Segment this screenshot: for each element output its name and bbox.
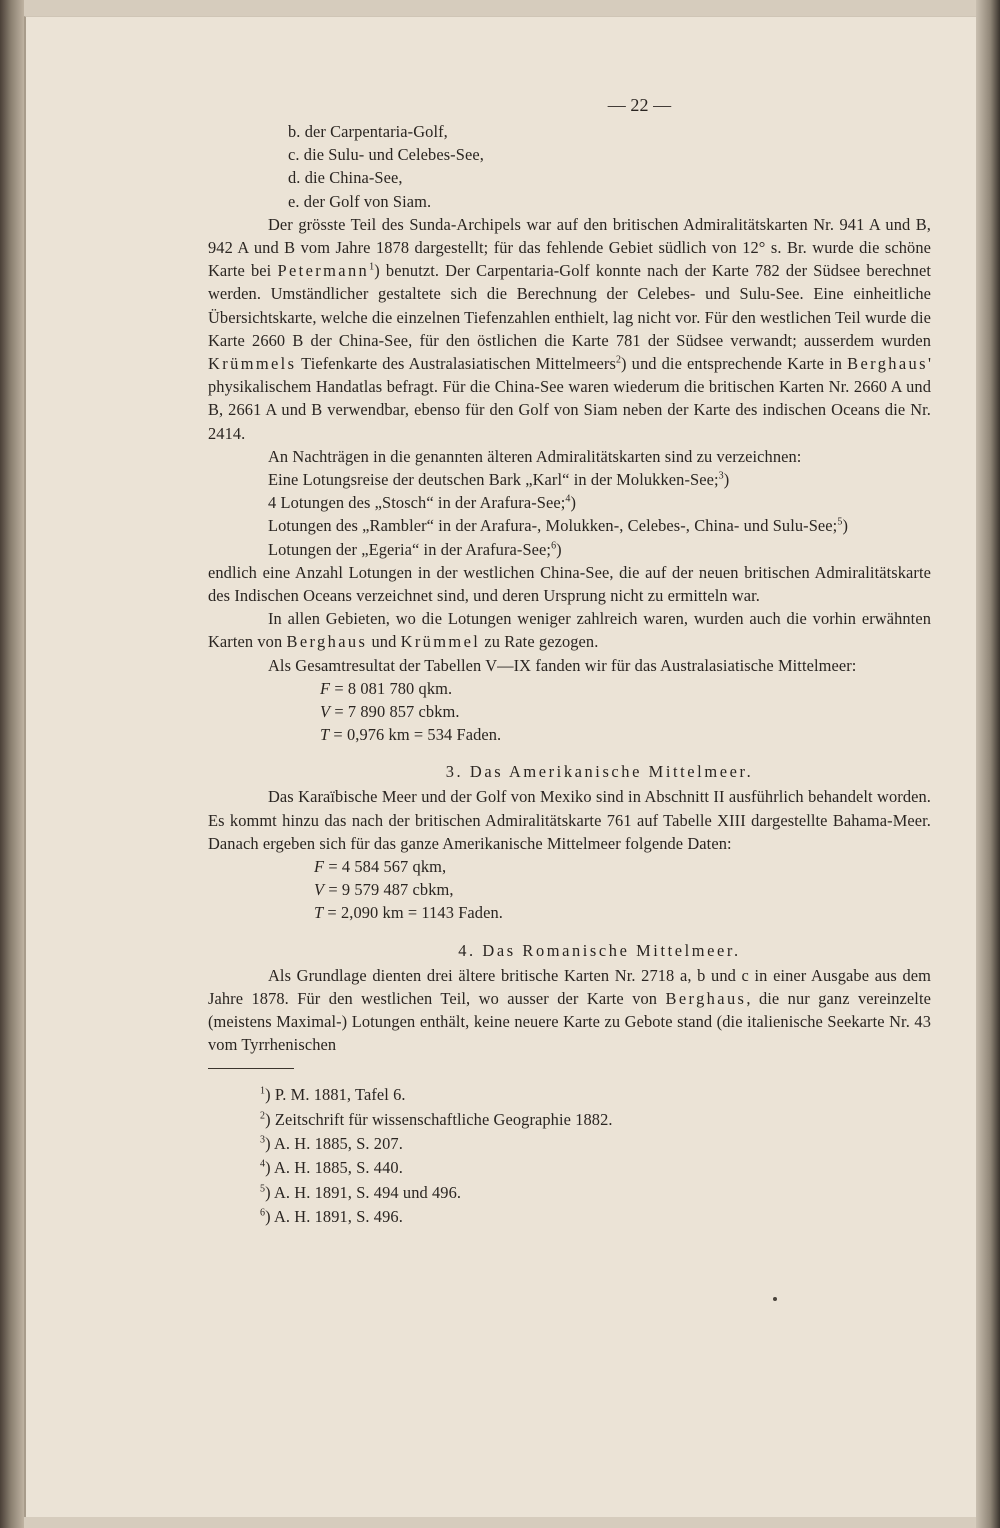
footnote-ref: 5 — [837, 516, 843, 528]
footnote-ref: 6 — [551, 540, 557, 552]
footnote-ref: 1 — [369, 261, 375, 273]
book-binding — [0, 0, 24, 1528]
footnote-ref: 2 — [615, 354, 622, 366]
footnote-text: ) A. H. 1891, S. 496. — [265, 1206, 403, 1226]
author-name: Berghaus — [847, 353, 928, 373]
footnote-text: ) Zeitschrift für wissenschaftliche Geographie 1882. — [265, 1109, 613, 1129]
formula-variable: T — [314, 903, 324, 923]
formula-variable: V — [314, 880, 325, 900]
list-item: e. der Golf von Siam. — [288, 191, 432, 211]
paragraph-gesamtresultat: Als Gesamtresultat der Tabellen V—IX fanden wir für das Australasiatische Mittelmeer: — [268, 655, 857, 675]
list-item: c. die Sulu- und Celebes-See, — [288, 145, 484, 165]
text-run: Tiefenkarte des Australasiatischen Mittelmeers — [296, 353, 616, 373]
page-number: — 22 — — [607, 95, 672, 115]
footnote-ref: 4 — [565, 493, 571, 505]
ink-speck — [773, 1297, 777, 1301]
footnote-ref: 3 — [718, 470, 724, 482]
paragraph-gebiete — [208, 607, 931, 653]
formula-variable: T — [320, 725, 330, 745]
author-name: Berghaus — [286, 632, 368, 652]
footnote-rule — [208, 1068, 294, 1069]
section-heading: 4. Das Romanische Mittelmeer. — [458, 940, 741, 960]
footnote-mark: 5 — [260, 1183, 266, 1195]
formula-area — [208, 855, 931, 878]
footnote — [208, 1156, 931, 1180]
nachtrag-item: endlich eine Anzahl Lotungen in der westlichen China-See, die auf der neuen britischen Admiralitätskarte des Indischen Oceans verzeichnet sind, und deren Ursprung nicht zu ermitteln war. — [208, 562, 931, 605]
paragraph-romanisch — [208, 964, 931, 1057]
nachtrag-item: Lotungen des „Rambler“ in der Arafura-, Molukken-, Celebes-, China- und Sulu-See;$^5$) — [268, 516, 848, 536]
author-name: Petermann — [277, 261, 370, 281]
formula-value: = 2,090 km = 1143 Faden. — [323, 903, 503, 923]
text-run: und — [367, 632, 401, 652]
formula-variable: V — [320, 702, 331, 721]
paragraph-nachtraege-intro: An Nachträgen in die genannten älteren Admiralitätskarten sind zu verzeichnen: — [268, 446, 802, 466]
footnote-text: ) A. H. 1891, S. 494 und 496. — [265, 1182, 462, 1202]
nachtrag-item: 4 Lotungen des „Stosch“ in der Arafura-See;$^4$) — [268, 493, 577, 513]
formula-variable: F — [314, 856, 325, 876]
text-run: , die nur ganz vereinzelte (meistens Maximal-) Lotungen enthält, keine neuere Karte zu Gebote stand (die italienische Seekarte Nr. 43 vom Tyrrhenischen — [208, 988, 931, 1055]
formula-value: = 4 584 567 qkm, — [324, 856, 447, 876]
text-run: ) und die entsprechende Karte in — [621, 353, 848, 373]
page-edge — [976, 0, 1000, 1528]
footnote — [208, 1083, 931, 1107]
formula-value: = 0,976 km = 534 Faden. — [329, 725, 502, 745]
nachtrag-item: Lotungen der „Egeria“ in der Arafura-See;$^6$) — [268, 539, 562, 559]
text-column — [208, 90, 931, 1229]
text-run: Als Grundlage dienten drei ältere britische Karten Nr. 2718 a, b und c in einer Ausgabe aus dem Jahre 1878. Für den westlichen Teil, wo ausser der Karte von — [208, 965, 931, 1008]
formula-value: = 7 890 857 cbkm. — [330, 702, 460, 721]
text-run: Der grösste Teil des Sunda-Archipels war auf den britischen Admiralitätskarten Nr. 941 A und B, 942 A und B vom Jahre 1878 dargestellt; für das fehlende Gebiet südlich von 12° s. Br. wurde die schöne Karte bei — [208, 214, 931, 281]
text-run: Eine Lotungsreise der deutschen Bark „Karl“ in der Molukken-See; — [268, 469, 719, 489]
formula-value: = 9 579 487 cbkm, — [324, 880, 454, 900]
text-run: ' physikalischem Handatlas befragt. Für die China-See waren wiederum die britischen Karten Nr. 2660 A und B, 2661 A und B verwendbar, ebenso für den Golf von Siam neben der Karte des indischen Oceans die Nr. 2414. — [208, 353, 931, 443]
formula-depth — [208, 723, 931, 746]
footnote-text: ) A. H. 1885, S. 207. — [265, 1133, 403, 1153]
text-run: ) benutzt. Der Carpentaria-Golf konnte nach der Karte 782 der Südsee berechnet werden. Umständlicher gestaltete sich die Berechnung der Celebes- und Sulu-See. Eine einheitliche Übersichtskarte, welche die einzelnen Tiefenzahlen enthielt, lag nicht vor. Für den westlichen Teil wurde die Karte 2660 B der China-See, für den östlichen die Karte 781 der Südsee verwandt; ausserdem wurden — [208, 261, 932, 350]
formula-area — [208, 677, 931, 700]
formula-value: = 8 081 780 qkm. — [330, 678, 453, 698]
section-heading: 3. Das Amerikanische Mittelmeer. — [445, 762, 754, 782]
author-name: Krümmel — [400, 632, 481, 652]
footnote-text: ) A. H. 1885, S. 440. — [265, 1158, 403, 1178]
text-run: 4 Lotungen des „Stosch“ in der Arafura-See; — [268, 493, 566, 513]
paragraph-sunda — [208, 213, 931, 445]
formula-volume — [208, 878, 931, 901]
formula-depth — [208, 901, 931, 924]
text-run: Lotungen des „Rambler“ in der Arafura-, Molukken-, Celebes-, China- und Sulu-See; — [268, 516, 838, 536]
list-item: d. die China-See, — [288, 168, 403, 188]
formula-variable: F — [320, 678, 331, 698]
text-run: In allen Gebieten, wo die Lotungen weniger zahlreich waren, wurden auch die vorhin erwähnten Karten von — [208, 609, 931, 652]
footnote-mark: 1 — [260, 1085, 266, 1097]
formula-volume — [208, 700, 931, 723]
footnote — [208, 1205, 931, 1229]
list-item: b. der Carpentaria-Golf, — [288, 122, 448, 141]
text-run: zu Rate gezogen. — [480, 632, 599, 652]
footnote — [208, 1181, 931, 1205]
footnote-mark: 6 — [260, 1207, 266, 1219]
sea-list — [208, 120, 931, 213]
footnote — [208, 1132, 931, 1156]
footnote-text: ) P. M. 1881, Tafel 6. — [265, 1085, 406, 1105]
footnote-mark: 3 — [260, 1134, 266, 1146]
footnote — [208, 1108, 931, 1132]
author-name: Krümmels — [208, 353, 297, 373]
footnote-mark: 4 — [260, 1158, 266, 1170]
paragraph-amerikanisch: Das Karaïbische Meer und der Golf von Mexiko sind in Abschnitt II ausführlich behandelt worden. Es kommt hinzu das nach der britischen Admiralitätskarte 761 auf Tabelle XIII dargestellte Bahama-Meer. Danach ergeben sich für das ganze Amerikanische Mittelmeer folgende Daten: — [208, 787, 931, 853]
footnote-mark: 2 — [260, 1110, 266, 1122]
text-run: Lotungen der „Egeria“ in der Arafura-See; — [268, 539, 552, 559]
nachtrag-item: Eine Lotungsreise der deutschen Bark „Karl“ in der Molukken-See;$^3$) — [268, 469, 730, 489]
author-name: Berghaus — [665, 988, 747, 1008]
